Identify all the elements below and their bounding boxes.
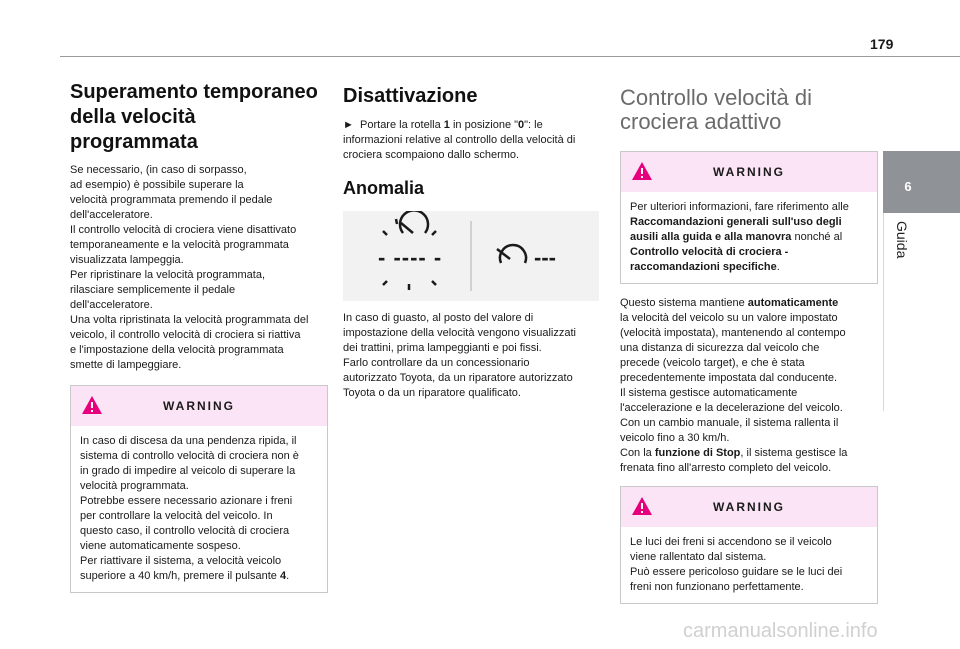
text-line: viene rallentato dal sistema. bbox=[630, 551, 767, 563]
text-line: Il sistema gestisce automaticamente bbox=[620, 387, 798, 399]
deactivation-step: ► Portare la rotella 1 in posizione "0": le informazioni relative al controllo della velocità di crociera scompaiono dallo schermo. bbox=[343, 119, 576, 161]
warning-triangle-icon bbox=[631, 161, 653, 181]
text-line: Il controllo velocità di crociera viene disattivato bbox=[70, 224, 297, 236]
text-line: viene automaticamente sospeso. bbox=[80, 540, 241, 552]
warning-triangle-icon bbox=[631, 496, 653, 516]
top-rule bbox=[60, 56, 960, 57]
warning-text bbox=[630, 535, 869, 595]
page-number: 179 bbox=[870, 36, 894, 52]
text-line: ad esempio) è possibile superare la bbox=[70, 179, 244, 191]
warning-label: WARNING bbox=[713, 165, 785, 179]
text-line: sistema di controllo velocità di crociera non è bbox=[80, 450, 299, 462]
text-line: Può essere pericoloso guidare se le luci dei bbox=[630, 566, 843, 578]
text-line: precedentemente impostata dal conducente. bbox=[620, 372, 838, 384]
text-line: temporaneamente e la velocità programmata bbox=[70, 239, 289, 251]
text-line: freni non funzionano perfettamente. bbox=[630, 581, 804, 593]
text-line: la velocità del veicolo su un valore impostato bbox=[620, 312, 838, 324]
text-line: dell'acceleratore. bbox=[70, 209, 153, 221]
text-line: e l'impostazione della velocità programmata bbox=[70, 344, 284, 356]
text-line: (velocità impostata), mantenendo al contempo bbox=[620, 327, 846, 339]
warning-label: WARNING bbox=[713, 500, 785, 514]
text-line: velocità programmata. bbox=[80, 480, 189, 492]
text-line: precede (veicolo target), e che è stata bbox=[620, 357, 805, 369]
text-line: questo caso, il controllo velocità di crociera bbox=[80, 525, 290, 537]
text-line: Potrebbe essere necessario azionare i freni bbox=[80, 495, 293, 507]
anomaly-paragraph bbox=[343, 311, 599, 401]
warning-box-downhill bbox=[70, 385, 328, 593]
subtitle-anomaly: Anomalia bbox=[343, 178, 425, 198]
text-line: per controllare la velocità del veicolo. In bbox=[80, 510, 273, 522]
text-line: Farlo controllare da un concessionario bbox=[343, 357, 530, 369]
overspeed-paragraph bbox=[70, 163, 328, 373]
warning-header bbox=[621, 487, 877, 527]
text-line: smette di lampeggiare. bbox=[70, 359, 182, 371]
anomaly-display-illustration bbox=[343, 211, 599, 301]
chapter-number: 6 bbox=[904, 179, 912, 194]
text-line: in grado di impedire al veicolo di superare la bbox=[80, 465, 296, 477]
text-line: visualizzata lampeggia. bbox=[70, 254, 184, 266]
warning-text: Per ulteriori informazioni, fare riferimento alle Raccomandazioni generali sull'uso degli ausili alla guida e alla manovra nonché al Controllo velocità di crociera - raccomandazioni specifiche. bbox=[630, 201, 849, 273]
section-title-adaptive-cruise: Controllo velocità di crociera adattivo bbox=[620, 85, 812, 134]
adaptive-cruise-paragraph: Questo sistema mantiene automaticamente la velocità del veicolo su un valore impostato (velocità impostata), mantenendo al contempo una distanza di sicurezza dal veicolo che precede (veicolo target), e che è stata precedentemente impostata dal conducente. Il sistema gestisce automaticamente l'accelerazione e la decelerazione del veicolo. Con un cambio manuale, il sistema rallenta il veicolo fino a 30 km/h. Con la funzione di Stop, il sistema gestisce la frenata fino all'arresto completo del veicolo. bbox=[620, 297, 848, 474]
text-line: una distanza di sicurezza dal veicolo che bbox=[620, 342, 820, 354]
text-line: Con un cambio manuale, il sistema rallenta il bbox=[620, 417, 839, 429]
anomaly-dashes-right: --- bbox=[534, 245, 556, 270]
warning-text bbox=[80, 434, 319, 569]
text-line: In caso di discesa da una pendenza ripida, il bbox=[80, 435, 297, 447]
warning-text-last: superiore a 40 km/h, premere il pulsante 4. bbox=[80, 570, 290, 582]
text-line: veicolo, il controllo velocità di crociera si riattiva bbox=[70, 329, 301, 341]
warning-box-brake-lights bbox=[620, 486, 878, 604]
warning-triangle-icon bbox=[81, 395, 103, 415]
text-line: impostazione della velocità vengono visualizzati bbox=[343, 327, 576, 339]
chapter-tab[interactable] bbox=[883, 151, 960, 213]
warning-header bbox=[621, 152, 877, 192]
text-line: dei trattini, prima lampeggianti e poi fissi. bbox=[343, 342, 542, 354]
section-title-overspeed: Superamento temporaneo della velocità programmata bbox=[70, 81, 318, 153]
warning-label: WARNING bbox=[163, 399, 235, 413]
column-deactivation bbox=[343, 80, 599, 401]
watermark: carmanualsonline.info bbox=[683, 620, 878, 642]
column-overspeed bbox=[70, 80, 328, 593]
section-title-deactivation: Disattivazione bbox=[343, 85, 478, 107]
text-line: Toyota o da un riparatore qualificato. bbox=[343, 387, 521, 399]
text-line: velocità programmata premendo il pedale bbox=[70, 194, 273, 206]
text-line: Le luci dei freni si accendono se il veicolo bbox=[630, 536, 832, 548]
text-line: Per riattivare il sistema, a velocità veicolo bbox=[80, 555, 282, 567]
text-line: autorizzato Toyota, da un riparatore autorizzato bbox=[343, 372, 573, 384]
text-line: veicolo fino a 30 km/h. bbox=[620, 432, 730, 444]
text-line: Una volta ripristinata la velocità programmata del bbox=[70, 314, 309, 326]
text-line: In caso di guasto, al posto del valore di bbox=[343, 312, 534, 324]
chapter-label: Guida bbox=[894, 221, 910, 259]
column-adaptive-cruise bbox=[620, 80, 878, 604]
text-line: Se necessario, (in caso di sorpasso, bbox=[70, 164, 247, 176]
warning-header bbox=[71, 386, 327, 426]
speedometer-icon bbox=[343, 211, 599, 301]
warning-box-references bbox=[620, 151, 878, 284]
text-line: l'accelerazione e la decelerazione del veicolo. bbox=[620, 402, 843, 414]
anomaly-dashes-left: - ---- - bbox=[378, 245, 443, 270]
text-line: rilasciare semplicemente il pedale bbox=[70, 284, 236, 296]
text-line: Per ripristinare la velocità programmata, bbox=[70, 269, 266, 281]
text-line: dell'acceleratore. bbox=[70, 299, 153, 311]
